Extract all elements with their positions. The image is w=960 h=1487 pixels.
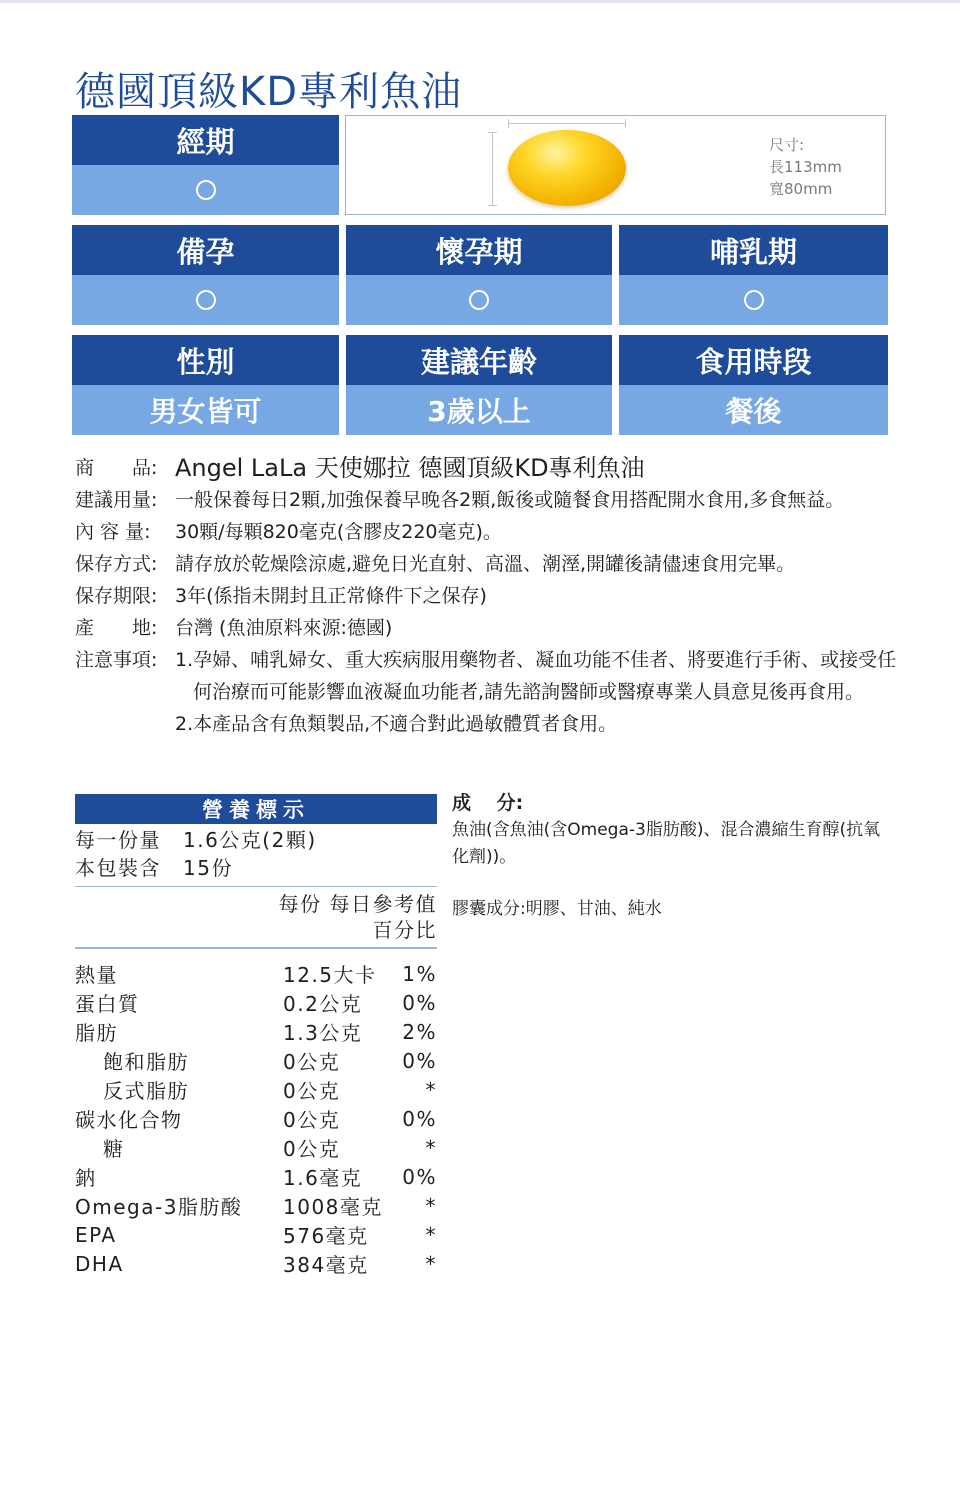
info-label: 內 容 量:	[75, 521, 151, 543]
ingredients-label	[452, 790, 897, 817]
info-label: 建議用量:	[75, 489, 158, 511]
nutrient-amount: 0公克	[283, 1108, 341, 1132]
nutrition-table	[75, 959, 437, 1278]
info-label: 保存方式:	[75, 553, 158, 575]
nutrient-amount: 1.6毫克	[283, 1166, 363, 1190]
attr-value: 3歲以上	[346, 385, 612, 435]
nutrient-name: 熱量	[75, 963, 118, 987]
nutrition-header: 營養標示	[75, 794, 437, 824]
nutrient-amount: 1008毫克	[283, 1195, 383, 1219]
capsule-image	[508, 130, 626, 206]
info-row-dosage	[75, 484, 905, 516]
stage-box-preconception	[72, 225, 339, 325]
nutrient-daily-value: 0%	[402, 1164, 437, 1189]
nutrient-name: DHA	[75, 1251, 124, 1276]
nutrient-daily-value: *	[425, 1193, 437, 1218]
nutrient-name: Omega-3脂肪酸	[75, 1195, 243, 1219]
info-value: 請存放於乾燥陰涼處,避免日光直射、高溫、潮溼,開罐後請儘速食用完畢。	[175, 553, 796, 575]
size-width: 寬80mm	[769, 180, 833, 198]
notice-item-2: 2.本產品含有魚類製品,不適合對此過敏體質者食用。	[175, 713, 618, 735]
info-row-origin	[75, 612, 905, 644]
servings-value: 15份	[183, 856, 233, 880]
period-value	[72, 165, 339, 215]
page-title: 德國頂級KD專利魚油	[75, 69, 463, 115]
info-row-content	[75, 516, 905, 548]
info-value: 台灣 (魚油原料來源:德國)	[175, 617, 393, 639]
serving-size-label: 每一份量	[75, 828, 161, 852]
attr-value: 男女皆可	[72, 385, 339, 435]
ingredients	[452, 790, 897, 923]
nutrient-daily-value: 0%	[402, 1106, 437, 1131]
nutrient-name: 飽和脂肪	[103, 1050, 189, 1074]
nutrient-amount: 576毫克	[283, 1224, 369, 1248]
nutrient-amount: 0公克	[283, 1050, 341, 1074]
col-per-serving: 每份	[278, 892, 322, 916]
notice-list	[175, 644, 905, 740]
nutrient-name: 脂肪	[75, 1021, 118, 1045]
nutrient-name: EPA	[75, 1222, 117, 1247]
stage-value	[619, 275, 888, 325]
stage-box-breastfeeding	[619, 225, 888, 325]
nutrition-row	[75, 1162, 437, 1191]
nutrient-name: 反式脂肪	[103, 1079, 189, 1103]
nutrition-row	[75, 1133, 437, 1162]
attr-box-age	[346, 335, 612, 435]
info-value: Angel LaLa 天使娜拉 德國頂級KD專利魚油	[175, 454, 645, 482]
nutrition-column-header-2	[75, 917, 437, 949]
nutrient-name: 糖	[103, 1137, 125, 1161]
nutrient-amount: 0公克	[283, 1137, 341, 1161]
nutrition-row	[75, 1075, 437, 1104]
nutrient-daily-value: 2%	[402, 1019, 437, 1044]
nutrient-daily-value: 1%	[402, 961, 437, 986]
servings-label: 本包裝含	[75, 856, 161, 880]
stage-header: 哺乳期	[619, 225, 888, 275]
nutrition-row	[75, 1249, 437, 1278]
nutrition-row	[75, 1046, 437, 1075]
stage-box-pregnancy	[346, 225, 612, 325]
size-length: 長113mm	[769, 158, 842, 176]
nutrient-daily-value: 0%	[402, 1048, 437, 1073]
info-row-storage	[75, 548, 905, 580]
circle-mark-icon	[744, 290, 764, 310]
ingredients-label-a: 成	[452, 792, 472, 814]
nutrient-name: 蛋白質	[75, 992, 140, 1016]
nutrient-daily-value: *	[425, 1135, 437, 1160]
info-row-shelf-life	[75, 580, 905, 612]
nutrition-row	[75, 988, 437, 1017]
period-header: 經期	[72, 115, 339, 165]
nutrient-amount: 1.3公克	[283, 1021, 363, 1045]
info-label: 商 品:	[75, 457, 158, 479]
capsule-ingredients-text: 明膠、甘油、純水	[525, 899, 662, 919]
info-value: 一般保養每日2顆,加強保養早晚各2顆,飯後或隨餐食用搭配開水食用,多食無益。	[175, 489, 845, 511]
nutrition-row	[75, 959, 437, 988]
nutrition-row	[75, 1191, 437, 1220]
nutrient-amount: 12.5大卡	[283, 963, 377, 987]
period-box	[72, 115, 339, 215]
nutrition-row	[75, 1017, 437, 1046]
size-label: 尺寸:	[769, 136, 805, 154]
attr-header: 性別	[72, 335, 339, 385]
capsule-ingredients	[452, 896, 897, 923]
stage-header: 備孕	[72, 225, 339, 275]
serving-size-value: 1.6公克(2顆)	[183, 828, 317, 852]
nutrient-name: 碳水化合物	[75, 1108, 183, 1132]
height-dimension-line	[492, 132, 493, 206]
info-row-notice	[75, 644, 905, 740]
info-value: 3年(係指未開封且正常條件下之保存)	[175, 585, 487, 607]
nutrient-name: 鈉	[75, 1166, 97, 1190]
nutrition-column-header	[75, 886, 437, 917]
capsule-panel	[345, 115, 886, 215]
stage-value	[72, 275, 339, 325]
stage-value	[346, 275, 612, 325]
top-divider	[0, 0, 960, 3]
info-label: 注意事項:	[75, 649, 158, 671]
width-dimension-line	[508, 123, 626, 124]
capsule-size	[769, 134, 842, 200]
nutrient-daily-value: *	[425, 1251, 437, 1276]
info-label: 保存期限:	[75, 585, 158, 607]
circle-mark-icon	[196, 290, 216, 310]
nutrient-amount: 0公克	[283, 1079, 341, 1103]
stage-header: 懷孕期	[346, 225, 612, 275]
nutrient-amount: 384毫克	[283, 1253, 369, 1277]
nutrition-row	[75, 1220, 437, 1249]
attr-header: 食用時段	[619, 335, 888, 385]
col-daily-value-percent: 百分比	[372, 918, 437, 942]
nutrition-facts	[75, 794, 437, 1278]
attr-box-gender	[72, 335, 339, 435]
nutrient-daily-value: 0%	[402, 990, 437, 1015]
circle-mark-icon	[196, 180, 216, 200]
nutrition-row	[75, 1104, 437, 1133]
info-row-product	[75, 452, 905, 484]
attr-box-timing	[619, 335, 888, 435]
product-info	[75, 452, 905, 740]
ingredients-text: 魚油(含魚油(含Omega-3脂肪酸)、混合濃縮生育醇(抗氧化劑))。	[452, 820, 881, 867]
nutrient-daily-value: *	[425, 1222, 437, 1247]
ingredients-label-b: 分:	[496, 792, 524, 814]
circle-mark-icon	[469, 290, 489, 310]
notice-item-1: 1.孕婦、哺乳婦女、重大疾病服用藥物者、凝血功能不佳者、將要進行手術、或接受任何治療而可能影響血液凝血功能者,請先諮詢醫師或醫療專業人員意見後再食用。	[175, 649, 897, 703]
servings-row	[75, 854, 437, 882]
info-label: 產 地:	[75, 617, 158, 639]
serving-size-row	[75, 826, 437, 854]
capsule-ingredients-label: 膠囊成分:	[452, 899, 526, 919]
attr-value: 餐後	[619, 385, 888, 435]
col-daily-value: 每日參考值	[329, 892, 437, 916]
nutrient-daily-value: *	[425, 1077, 437, 1102]
attr-header: 建議年齡	[346, 335, 612, 385]
info-value: 30顆/每顆820毫克(含膠皮220毫克)。	[175, 521, 502, 543]
nutrient-amount: 0.2公克	[283, 992, 363, 1016]
